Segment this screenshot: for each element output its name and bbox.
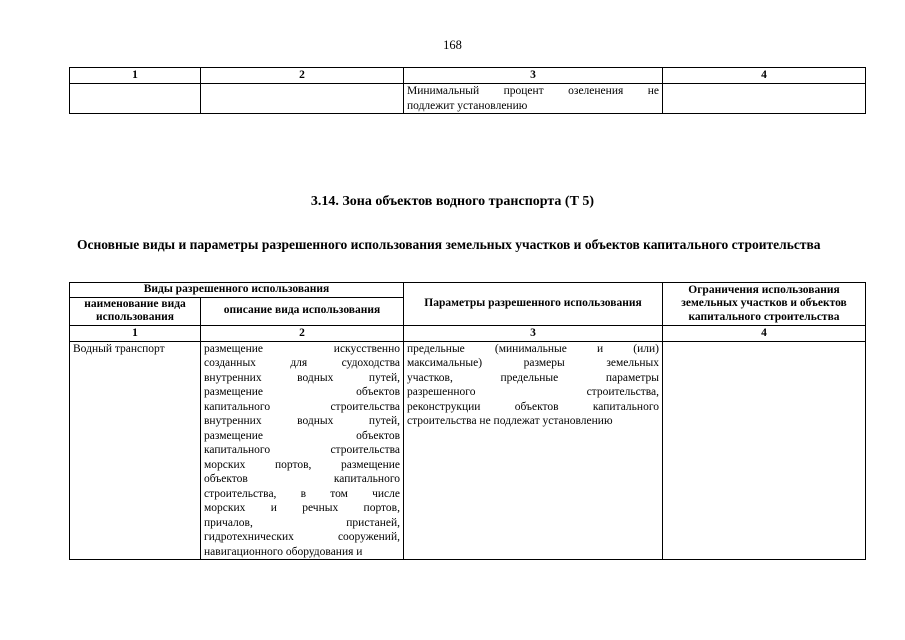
column-number: 4 bbox=[663, 68, 866, 84]
cell-line: объектов капитального bbox=[204, 473, 400, 485]
column-number-row bbox=[70, 68, 866, 84]
parameters-cell bbox=[404, 341, 663, 560]
cell-line: навигационного оборудования и bbox=[204, 545, 363, 558]
column-number: 1 bbox=[70, 325, 201, 341]
cell-line: участков, предельные параметры bbox=[407, 371, 659, 384]
cell-line: причалов, пристаней, bbox=[204, 516, 400, 529]
use-description-header: описание вида использования bbox=[201, 297, 404, 325]
cell-line: максимальные) размеры земельных bbox=[407, 357, 659, 369]
table-row bbox=[70, 341, 866, 560]
column-number: 2 bbox=[201, 325, 404, 341]
table-cell bbox=[201, 84, 404, 114]
greening-note-cell bbox=[404, 84, 663, 114]
column-number: 3 bbox=[404, 325, 663, 341]
cell-line: внутренних водных путей, bbox=[204, 371, 400, 384]
column-number: 2 bbox=[201, 68, 404, 84]
cell-line: размещение объектов bbox=[204, 386, 400, 398]
permitted-use-types-header: Виды разрешенного использования bbox=[70, 283, 404, 298]
cell-line: реконструкции объектов капитального bbox=[407, 400, 659, 413]
continuation-table bbox=[69, 67, 866, 114]
cell-line: капитального строительства bbox=[204, 400, 400, 413]
column-number: 1 bbox=[70, 68, 201, 84]
cell-line: гидротехнических сооружений, bbox=[204, 531, 400, 543]
cell-line: Минимальный процент озеленения не bbox=[407, 85, 659, 97]
restrictions-header: Ограничения использования земельных участков и объектов капитального строительства bbox=[663, 283, 866, 326]
cell-line: морских портов, размещение bbox=[204, 458, 400, 471]
cell-line: строительства не подлежат установлению bbox=[407, 415, 613, 427]
cell-line: предельные (минимальные и (или) bbox=[407, 342, 659, 355]
use-name-header: наименование вида использования bbox=[70, 297, 201, 325]
table-row bbox=[70, 84, 866, 114]
permitted-use-table bbox=[69, 282, 866, 560]
page-number: 168 bbox=[443, 38, 462, 52]
cell-line: размещение объектов bbox=[204, 429, 400, 442]
use-name-cell: Водный транспорт bbox=[70, 341, 201, 560]
cell-line: подлежит установлению bbox=[407, 99, 528, 112]
restrictions-cell bbox=[663, 341, 866, 560]
parameters-header: Параметры разрешенного использования bbox=[404, 283, 663, 326]
cell-line: созданных для судоходства bbox=[204, 357, 400, 369]
cell-line: внутренних водных путей, bbox=[204, 415, 400, 427]
table-cell bbox=[663, 84, 866, 114]
cell-line: капитального строительства bbox=[204, 444, 400, 456]
cell-line: размещение искусственно bbox=[204, 342, 400, 355]
cell-line: строительства, в том числе bbox=[204, 487, 400, 500]
section-heading: 3.14. Зона объектов водного транспорта (Т 5) bbox=[310, 194, 595, 209]
table-cell bbox=[70, 84, 201, 114]
use-description-cell bbox=[201, 341, 404, 560]
paragraph-title: Основные виды и параметры разрешенного использования земельных участков и объектов капитального строительства bbox=[77, 237, 821, 252]
table-header-row bbox=[70, 283, 866, 298]
cell-line: разрешенного строительства, bbox=[407, 386, 659, 398]
cell-line: морских и речных портов, bbox=[204, 502, 400, 514]
column-number: 4 bbox=[663, 325, 866, 341]
column-number-row bbox=[70, 325, 866, 341]
column-number: 3 bbox=[404, 68, 663, 84]
